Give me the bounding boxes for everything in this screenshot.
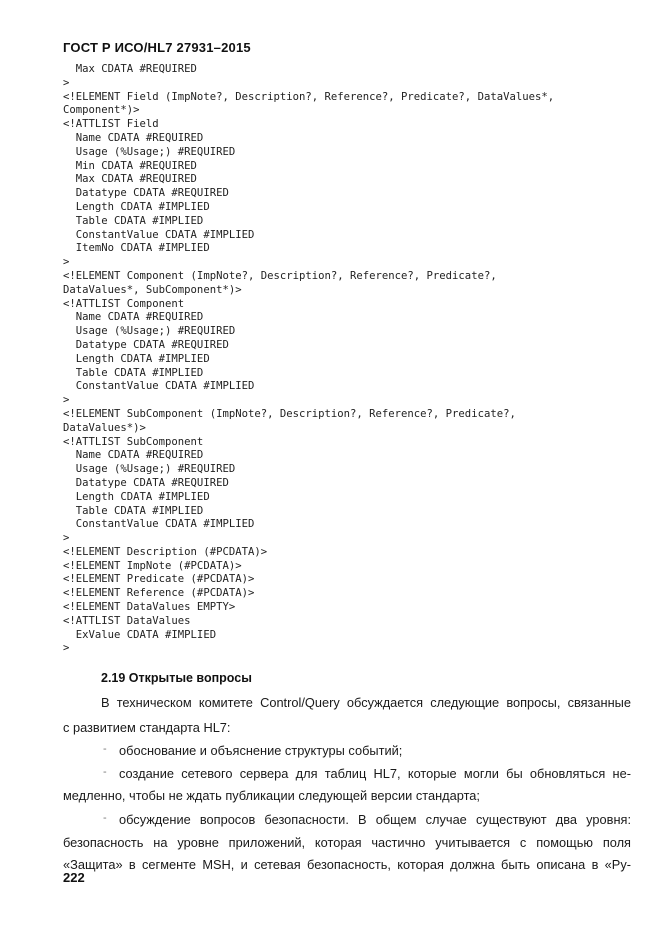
section-heading: 2.19 Открытые вопросы — [101, 671, 252, 685]
code-line: Length CDATA #IMPLIED — [63, 352, 210, 365]
code-line: <!ATTLIST SubComponent — [63, 435, 204, 448]
code-line: <!ATTLIST Field — [63, 118, 159, 131]
code-line: Datatype CDATA #REQUIRED — [63, 338, 229, 351]
bullet-item-1: обоснование и объяснение структуры событий; — [119, 743, 403, 758]
code-line: Name CDATA #REQUIRED — [63, 449, 204, 462]
code-line: Length CDATA #IMPLIED — [63, 200, 210, 213]
code-line: <!ATTLIST Component — [63, 297, 185, 310]
document-header: ГОСТ Р ИСО/HL7 27931–2015 — [63, 40, 251, 55]
code-line: Table CDATA #IMPLIED — [63, 366, 204, 379]
code-line: Name CDATA #REQUIRED — [63, 311, 204, 324]
code-line: ItemNo CDATA #IMPLIED — [63, 242, 210, 255]
code-line: Datatype CDATA #REQUIRED — [63, 187, 229, 200]
dtd-code-block — [63, 63, 643, 656]
code-line: <!ELEMENT ImpNote (#PCDATA)> — [63, 559, 242, 572]
code-line: Datatype CDATA #REQUIRED — [63, 476, 229, 489]
code-line: <!ELEMENT Component (ImpNote?, Description?, Reference?, Predicate?, — [63, 269, 497, 282]
code-line: <!ELEMENT Reference (#PCDATA)> — [63, 587, 255, 600]
code-line: DataValues*, SubComponent*)> — [63, 283, 242, 296]
code-line: Table CDATA #IMPLIED — [63, 214, 204, 227]
code-line: Min CDATA #REQUIRED — [63, 159, 197, 172]
code-line: <!ATTLIST DataValues — [63, 614, 191, 627]
code-line: Max CDATA #REQUIRED — [63, 173, 197, 186]
bullet-item-3-line2: безопасность на уровне приложений, которая частично учитывается с помощью поля — [63, 835, 631, 850]
code-line: <!ELEMENT Description (#PCDATA)> — [63, 545, 268, 558]
code-line: <!ELEMENT Field (ImpNote?, Description?, Reference?, Predicate?, DataValues*, — [63, 90, 555, 103]
code-line: DataValues*)> — [63, 421, 146, 434]
paragraph-intro-line1: В техническом комитете Control/Query обсуждается следующие вопросы, связанные — [101, 695, 631, 710]
code-line: ConstantValue CDATA #IMPLIED — [63, 380, 255, 393]
bullet-item-3-line3: «Защита» в сегменте MSH, и сетевая безопасность, которая должна быть описана в «Ру- — [63, 857, 631, 872]
code-line: > — [63, 76, 70, 89]
code-line: Table CDATA #IMPLIED — [63, 504, 204, 517]
code-line: > — [63, 256, 70, 269]
page-number: 222 — [63, 870, 85, 885]
code-line: > — [63, 642, 70, 655]
code-line: ConstantValue CDATA #IMPLIED — [63, 228, 255, 241]
code-line: > — [63, 394, 70, 407]
code-line: Length CDATA #IMPLIED — [63, 490, 210, 503]
code-line: ConstantValue CDATA #IMPLIED — [63, 518, 255, 531]
code-line: Usage (%Usage;) #REQUIRED — [63, 145, 236, 158]
bullet-dash-1: - — [103, 743, 107, 755]
code-line: Usage (%Usage;) #REQUIRED — [63, 325, 236, 338]
code-line: ExValue CDATA #IMPLIED — [63, 628, 217, 641]
bullet-item-3-line1: обсуждение вопросов безопасности. В общем случае существуют два уровня: — [119, 812, 631, 827]
code-line: <!ELEMENT SubComponent (ImpNote?, Description?, Reference?, Predicate?, — [63, 407, 516, 420]
bullet-dash-2: - — [103, 766, 107, 778]
bullet-item-2-line1: создание сетевого сервера для таблиц HL7, которые могли бы обновляться не- — [119, 766, 631, 781]
code-line: Max CDATA #REQUIRED — [63, 63, 197, 75]
code-line: Name CDATA #REQUIRED — [63, 131, 204, 144]
code-line: > — [63, 532, 70, 545]
bullet-item-2-line2: медленно, чтобы не ждать публикации следующей версии стандарта; — [63, 788, 480, 803]
code-line: <!ELEMENT Predicate (#PCDATA)> — [63, 573, 255, 586]
code-line: Component*)> — [63, 104, 140, 117]
paragraph-intro-line2: с развитием стандарта HL7: — [63, 720, 231, 735]
code-line: Usage (%Usage;) #REQUIRED — [63, 463, 236, 476]
code-line: <!ELEMENT DataValues EMPTY> — [63, 601, 236, 614]
bullet-dash-3: - — [103, 812, 107, 824]
